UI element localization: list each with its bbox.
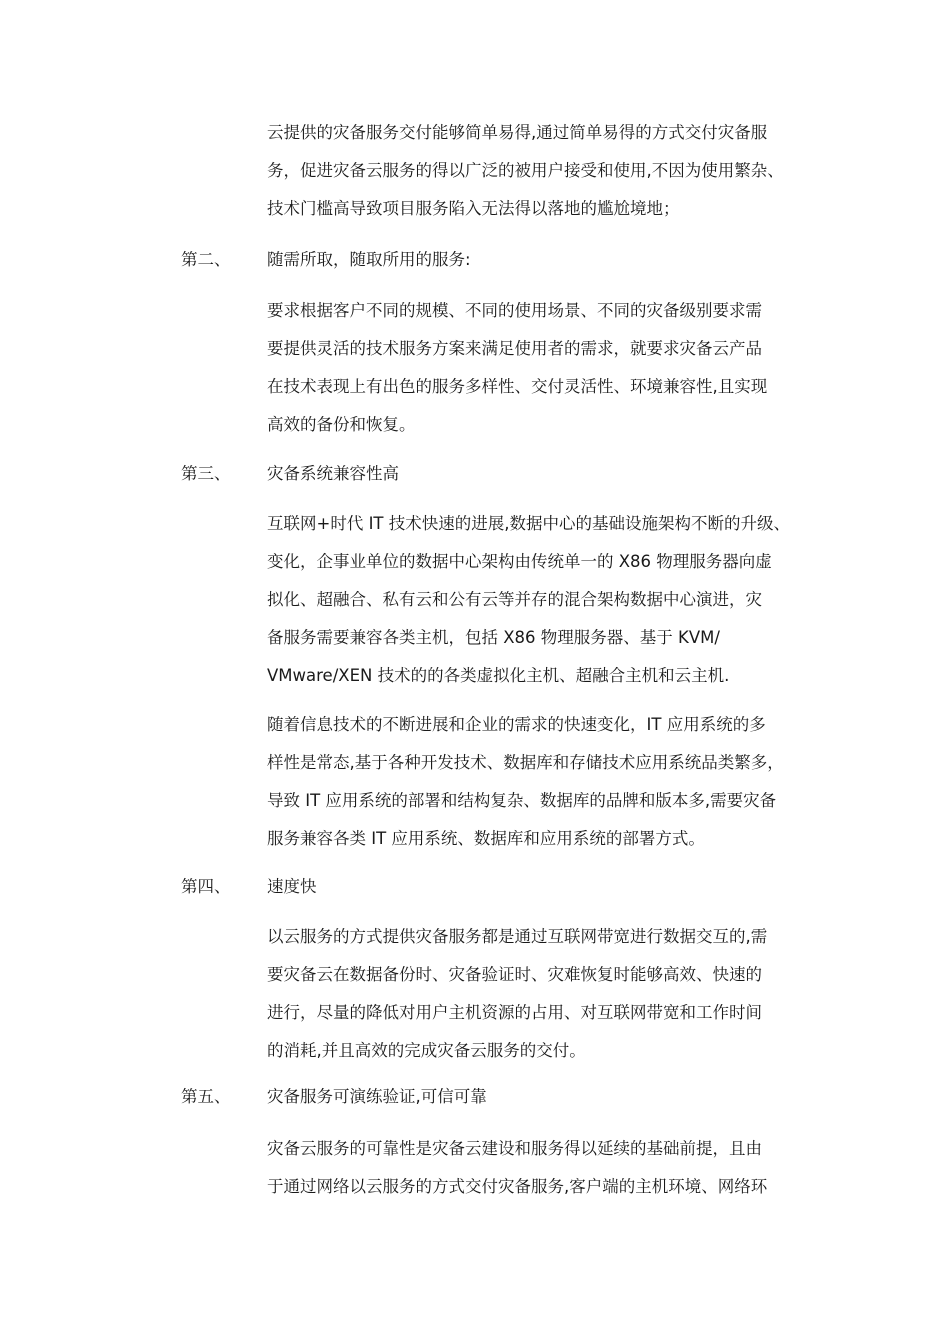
section-number: 第五、 [181,1087,231,1106]
section-3-paragraph-2: 随着信息技术的不断进展和企业的需求的快速变化，IT 应用系统的多 样性是常态,基于各种开发技术、数据库和存储技术应用系统品类繁多， 导致 IT 应用系统的部署和结构复杂、数据库的品牌和版本多,需要灾备 服务兼容各类 IT 应用系统、数据库和应用系统的部署方式。 [267,715,784,848]
section-heading-3 [0,455,950,493]
section-number: 第二、 [181,250,231,269]
section-title: 灾备服务可演练验证,可信可靠 [267,1087,487,1106]
section-title: 随需所取，随取所用的服务: [267,250,471,269]
section-title: 速度快 [267,877,317,896]
section-2-paragraph-1: 要求根据客户不同的规模、不同的使用场景、不同的灾备级别要求需 要提供灵活的技术服务方案来满足使用者的需求，就要求灾备云产品 在技术表现上有出色的服务多样性、交付灵活性、环境兼容性,且实现 高效的备份和恢复。 [267,301,768,434]
section-title: 灾备系统兼容性高 [267,464,399,483]
section-4-paragraph-1: 以云服务的方式提供灾备服务都是通过互联网带宽进行数据交互的,需 要灾备云在数据备份时、灾备验证时、灾难恢复时能够高效、快速的 进行，尽量的降低对用户主机资源的占用、对互联网带宽和工作时间 的消耗,并且高效的完成灾备云服务的交付。 [267,927,768,1060]
section-number: 第三、 [181,464,231,483]
section-heading-5 [0,1078,950,1116]
section-number: 第四、 [181,877,231,896]
section-5-paragraph-1: 灾备云服务的可靠性是灾备云建设和服务得以延续的基础前提，且由 于通过网络以云服务的方式交付灾备服务,客户端的主机环境、网络环 [267,1139,768,1196]
section-3-paragraph-1: 互联网+时代 IT 技术快速的进展,数据中心的基础设施架构不断的升级、 变化，企事业单位的数据中心架构由传统单一的 X86 物理服务器向虚 拟化、超融合、私有云和公有云等并存的混合架构数据中心演进，灾 备服务需要兼容各类主机，包括 X86 物理服务器、基于 KVM/ VMware/XEN 技术的的各类虚拟化主机、超融合主机和云主机. [267,514,791,685]
section-heading-4 [0,868,950,906]
section-heading-2 [0,241,950,279]
intro-paragraph: 云提供的灾备服务交付能够简单易得,通过简单易得的方式交付灾备服 务，促进灾备云服务的得以广泛的被用户接受和使用,不因为使用繁杂、 技术门槛高导致项目服务陷入无法得以落地的尴尬境地； [267,123,784,218]
